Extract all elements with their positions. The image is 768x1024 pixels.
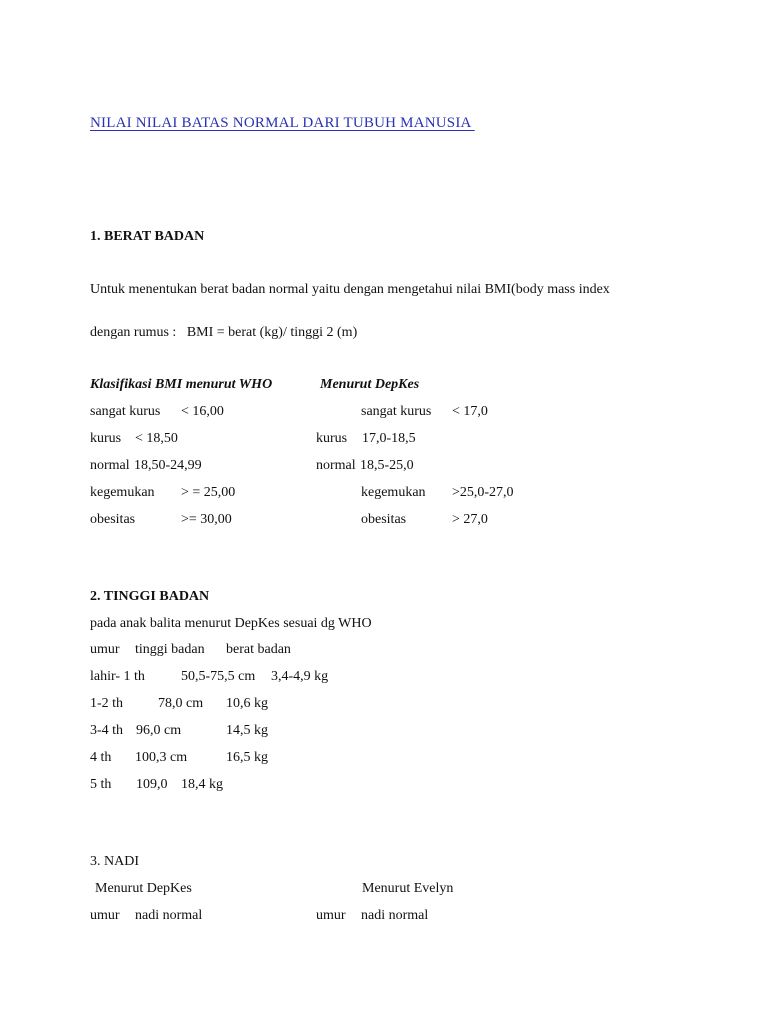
nadi-depkes-header: Menurut DepKes: [95, 881, 192, 896]
tinggi-row-tinggi: 100,3 cm: [135, 750, 188, 765]
who-row-value: < 16,00: [181, 404, 224, 419]
depkes-row-label: kurus: [316, 431, 348, 446]
tinggi-row-tinggi: 78,0 cm: [158, 696, 204, 711]
section-heading-berat: 1. BERAT BADAN: [90, 229, 205, 244]
who-row-label: obesitas: [90, 512, 136, 527]
tinggi-row-berat: 10,6 kg: [226, 696, 268, 711]
who-row-label: normal: [90, 458, 130, 473]
depkes-row-value: 17,0-18,5: [362, 431, 416, 446]
tinggi-row-umur: 3-4 th: [90, 723, 124, 738]
berat-intro-line2: dengan rumus : BMI = berat (kg)/ tinggi 2 (m): [90, 325, 358, 340]
depkes-row-label: obesitas: [361, 512, 407, 527]
tinggi-row-umur: 5 th: [90, 777, 112, 792]
tinggi-row-tinggi: 50,5-75,5 cm: [181, 669, 256, 684]
who-row-value: >= 30,00: [181, 512, 232, 527]
tinggi-row-berat: 18,4 kg: [181, 777, 223, 792]
tinggi-row-berat: 16,5 kg: [226, 750, 268, 765]
who-classification-header: Klasifikasi BMI menurut WHO: [90, 377, 273, 392]
who-row-label: sangat kurus: [90, 404, 161, 419]
depkes-row-label: normal: [316, 458, 356, 473]
page-title: NILAI NILAI BATAS NORMAL DARI TUBUH MANUSIA: [90, 115, 475, 131]
tinggi-row-umur: 1-2 th: [90, 696, 124, 711]
tinggi-col-berat: berat badan: [226, 642, 291, 657]
depkes-row-label: sangat kurus: [361, 404, 432, 419]
nadi-col-nadi: nadi normal: [361, 908, 429, 923]
depkes-row-value: > 27,0: [452, 512, 488, 527]
nadi-col-nadi: nadi normal: [135, 908, 203, 923]
depkes-row-value: >25,0-27,0: [452, 485, 514, 500]
nadi-col-umur: umur: [90, 908, 120, 923]
tinggi-col-tinggi: tinggi badan: [135, 642, 205, 657]
tinggi-row-berat: 3,4-4,9 kg: [271, 669, 329, 684]
who-row-value: > = 25,00: [181, 485, 236, 500]
depkes-row-value: 18,5-25,0: [360, 458, 414, 473]
tinggi-row-berat: 14,5 kg: [226, 723, 268, 738]
tinggi-col-umur: umur: [90, 642, 120, 657]
who-row-value: 18,50-24,99: [134, 458, 202, 473]
tinggi-intro: pada anak balita menurut DepKes sesuai dg WHO: [90, 616, 372, 631]
depkes-row-label: kegemukan: [361, 485, 426, 500]
who-row-value: < 18,50: [135, 431, 178, 446]
nadi-evelyn-header: Menurut Evelyn: [362, 881, 454, 896]
berat-intro-line1: Untuk menentukan berat badan normal yaitu dengan mengetahui nilai BMI(body mass index: [90, 282, 610, 297]
tinggi-row-tinggi: 109,0: [136, 777, 168, 792]
section-heading-tinggi: 2. TINGGI BADAN: [90, 589, 210, 604]
tinggi-row-umur: lahir- 1 th: [90, 669, 145, 684]
section-heading-nadi: 3. NADI: [90, 854, 139, 869]
tinggi-row-tinggi: 96,0 cm: [136, 723, 182, 738]
nadi-col-umur: umur: [316, 908, 346, 923]
who-row-label: kegemukan: [90, 485, 155, 500]
tinggi-row-umur: 4 th: [90, 750, 112, 765]
who-row-label: kurus: [90, 431, 122, 446]
depkes-row-value: < 17,0: [452, 404, 488, 419]
depkes-classification-header: Menurut DepKes: [320, 377, 420, 392]
